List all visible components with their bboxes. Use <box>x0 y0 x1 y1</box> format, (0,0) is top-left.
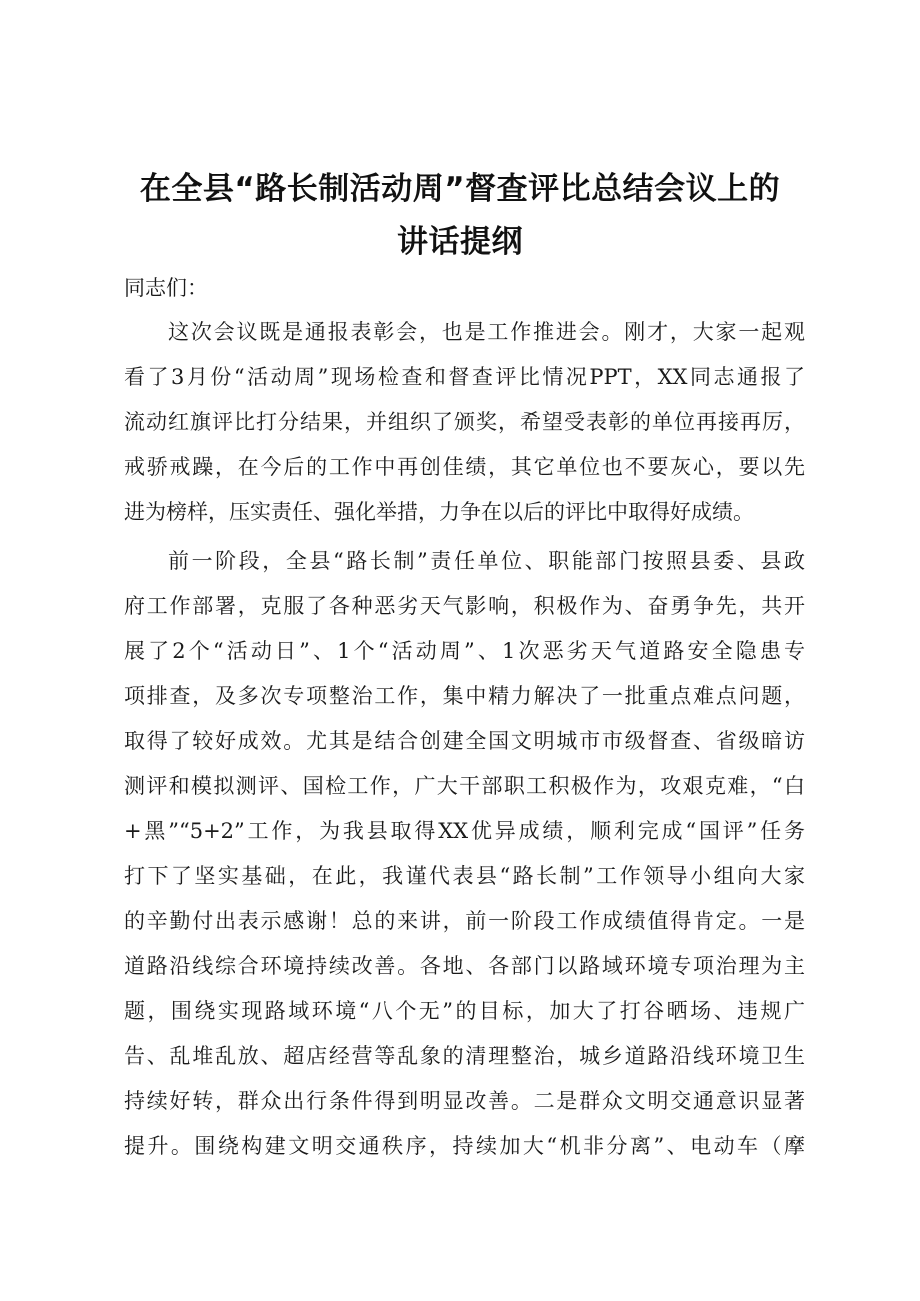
paragraph-line: 道路沿线综合环境持续改善。各地、各部门以路域环境专项治理为主 <box>124 954 805 978</box>
paragraph-line: 这次会议既是通报表彰会，也是工作推进会。刚才，大家一起观 <box>168 320 805 344</box>
salutation: 同志们： <box>124 276 208 300</box>
paragraph-line: 打下了坚实基础，在此，我谨代表县“路长制”工作领导小组向大家 <box>124 864 805 888</box>
paragraph-line: 题，围绕实现路域环境“八个无”的目标，加大了打谷晒场、违规广 <box>124 999 805 1023</box>
paragraph-line: 展了2个“活动日”、1个“活动周”、1次恶劣天气道路安全隐患专 <box>124 639 805 663</box>
paragraph-line: 前一阶段，全县“路长制”责任单位、职能部门按照县委、县政 <box>168 549 805 573</box>
paragraph-line: 流动红旗评比打分结果，并组织了颁奖，希望受表彰的单位再接再厉， <box>124 410 805 434</box>
document-title-line-2: 讲话提纲 <box>397 224 523 260</box>
paragraph-line: 项排查，及多次专项整治工作，集中精力解决了一批重点难点问题， <box>124 684 805 708</box>
paragraph-line: 的辛勤付出表示感谢！总的来讲，前一阶段工作成绩值得肯定。一是 <box>124 909 805 933</box>
paragraph-line: 提升。围绕构建文明交通秩序，持续加大“机非分离”、电动车（摩 <box>124 1134 805 1158</box>
paragraph-line: 府工作部署，克服了各种恶劣天气影响，积极作为、奋勇争先，共开 <box>124 594 805 618</box>
paragraph-line: +黑”“5+2”工作，为我县取得XX优异成绩，顺利完成“国评”任务 <box>124 819 805 843</box>
paragraph-line: 进为榜样，压实责任、强化举措，力争在以后的评比中取得好成绩。 <box>124 500 754 524</box>
document-title-line-1: 在全县“路长制活动周”督查评比总结会议上的 <box>139 171 781 207</box>
paragraph-line: 戒骄戒躁，在今后的工作中再创佳绩，其它单位也不要灰心，要以先 <box>124 455 805 479</box>
paragraph-line: 告、乱堆乱放、超店经营等乱象的清理整治，城乡道路沿线环境卫生 <box>124 1044 805 1068</box>
paragraph-line: 持续好转，群众出行条件得到明显改善。二是群众文明交通意识显著 <box>124 1089 805 1113</box>
paragraph-line: 取得了较好成效。尤其是结合创建全国文明城市市级督查、省级暗访 <box>124 729 805 753</box>
paragraph-line: 测评和模拟测评、国检工作，广大干部职工积极作为，攻艰克难，“白 <box>124 774 805 798</box>
paragraph-line: 看了3月份“活动周”现场检查和督查评比情况PPT，XX同志通报了 <box>124 365 805 389</box>
